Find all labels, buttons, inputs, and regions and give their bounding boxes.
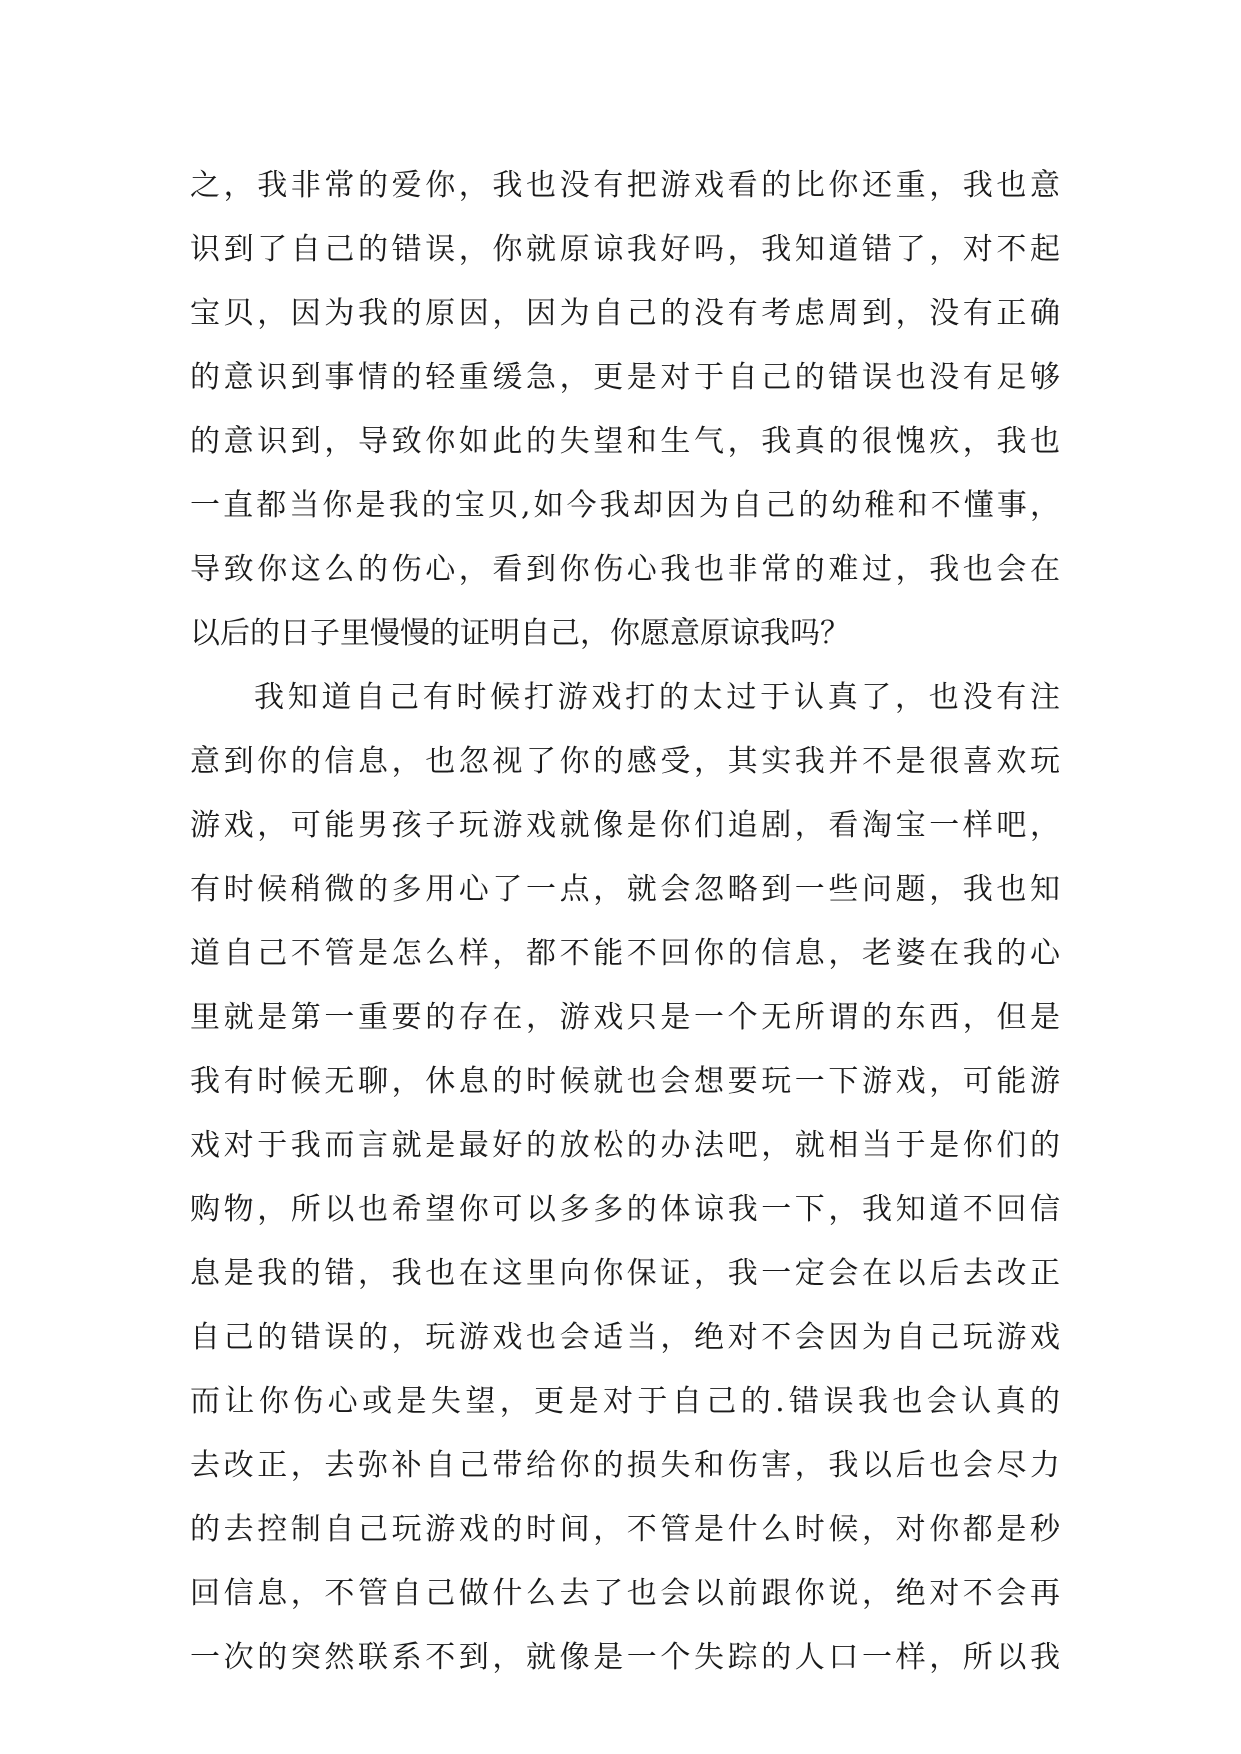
- text-line: 导致你这么的伤心，看到你伤心我也非常的难过，我也会在: [190, 552, 1060, 587]
- text-line: 游戏，可能男孩子玩游戏就像是你们追剧，看淘宝一样吧，: [190, 808, 1060, 843]
- text-line: 回信息，不管自己做什么去了也会以前跟你说，绝对不会再: [190, 1576, 1060, 1611]
- text-line: 一直都当你是我的宝贝,如今我却因为自己的幼稚和不懂事，: [190, 488, 1060, 523]
- text-line: 有时候稍微的多用心了一点，就会忽略到一些问题，我也知: [190, 872, 1060, 907]
- text-line: 一次的突然联系不到，就像是一个失踪的人口一样，所以我: [190, 1640, 1060, 1675]
- text-line: 宝贝，因为我的原因，因为自己的没有考虑周到，没有正确: [190, 296, 1060, 331]
- text-line: 戏对于我而言就是最好的放松的办法吧，就相当于是你们的: [190, 1128, 1060, 1163]
- text-line: 之，我非常的爱你，我也没有把游戏看的比你还重，我也意: [190, 168, 1060, 203]
- text-line: 购物，所以也希望你可以多多的体谅我一下，我知道不回信: [190, 1192, 1060, 1227]
- text-line: 识到了自己的错误，你就原谅我好吗，我知道错了，对不起: [190, 232, 1060, 267]
- paragraph-start-line: 我知道自己有时候打游戏打的太过于认真了，也没有注: [254, 680, 1060, 715]
- text-line: 的去控制自己玩游戏的时间，不管是什么时候，对你都是秒: [190, 1512, 1060, 1547]
- text-line: 我有时候无聊，休息的时候就也会想要玩一下游戏，可能游: [190, 1064, 1060, 1099]
- text-line: 息是我的错，我也在这里向你保证，我一定会在以后去改正: [190, 1256, 1060, 1291]
- paragraph-end-line: 以后的日子里慢慢的证明自己，你愿意原谅我吗？: [190, 616, 850, 651]
- text-line: 去改正，去弥补自己带给你的损失和伤害，我以后也会尽力: [190, 1448, 1060, 1483]
- text-line: 里就是第一重要的存在，游戏只是一个无所谓的东西，但是: [190, 1000, 1060, 1035]
- text-line: 道自己不管是怎么样，都不能不回你的信息，老婆在我的心: [190, 936, 1060, 971]
- text-line: 意到你的信息，也忽视了你的感受，其实我并不是很喜欢玩: [190, 744, 1060, 779]
- text-line: 自己的错误的，玩游戏也会适当，绝对不会因为自己玩游戏: [190, 1320, 1060, 1355]
- text-line: 的意识到事情的轻重缓急，更是对于自己的错误也没有足够: [190, 360, 1060, 395]
- text-line: 而让你伤心或是失望，更是对于自己的.错误我也会认真的: [190, 1384, 1060, 1419]
- text-line: 的意识到，导致你如此的失望和生气，我真的很愧疚，我也: [190, 424, 1060, 459]
